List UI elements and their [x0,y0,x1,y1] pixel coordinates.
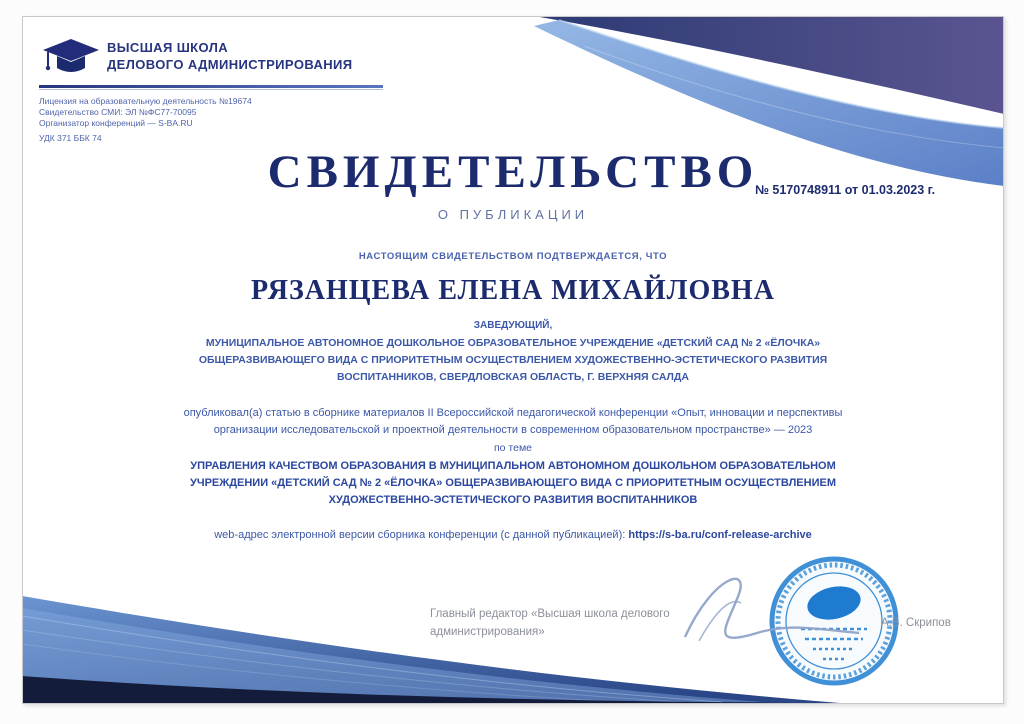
logo-divider [39,85,383,88]
organization-name [107,39,353,73]
org-credentials [39,96,252,129]
theme-line: УПРАВЛЕНИЯ КАЧЕСТВОМ ОБРАЗОВАНИЯ В МУНИЦИПАЛЬНОМ АВТОНОМНОМ ДОШКОЛЬНОМ ОБРАЗОВАТЕЛЬНОМ [190,460,836,472]
theme-line: УЧРЕЖДЕНИИ «ДЕТСКИЙ САД № 2 «ЁЛОЧКА» ОБЩЕРАЗВИВАЮЩЕГО ВИДА С ПРИОРИТЕТНЫМ ОСУЩЕСТВЛЕНИЕМ [190,477,836,489]
web-address-label: web-адрес электронной версии сборника конференции (с данной публикацией): [214,529,626,541]
org-name-line1: ВЫСШАЯ ШКОЛА [107,40,229,55]
license-line: Лицензия на образовательную деятельность №19674 [39,96,252,106]
editor-caption-line2: администрирования» [430,626,545,638]
institution-line: ВОСПИТАННИКОВ, СВЕРДЛОВСКАЯ ОБЛАСТЬ, Г. ВЕРХНЯЯ САЛДА [337,371,689,383]
graduation-cap-icon [41,37,101,83]
web-address-line [23,529,1003,541]
logo-divider-thin [39,89,383,90]
round-seal-icon [772,559,896,683]
signatory-name: А.В. Скрипов [881,617,951,629]
publication-statement [23,405,1003,439]
institution-line: ОБЩЕРАЗВИВАЮЩЕГО ВИДА С ПРИОРИТЕТНЫМ ОСУЩЕСТВЛЕНИЕМ ХУДОЖЕСТВЕННО-ЭСТЕТИЧЕСКОГО РАЗВИТИЯ [198,354,828,366]
recipient-name: РЯЗАНЦЕВА ЕЛЕНА МИХАЙЛОВНА [251,275,775,306]
recipient-position: ЗАВЕДУЮЩИЙ, [473,320,553,331]
theme-label: по теме [493,442,533,454]
udk-line: УДК 371 ББК 74 [39,133,102,143]
editor-caption [430,605,670,641]
certificate-card [22,16,1004,704]
certificate-subtitle: О ПУБЛИКАЦИИ [437,207,589,222]
article-theme-block [23,458,1003,509]
certificate-title: СВИДЕТЕЛЬСТВО [267,146,759,198]
web-address-url: https://s-ba.ru/conf-release-archive [628,529,812,541]
confirmation-line: НАСТОЯЩИМ СВИДЕТЕЛЬСТВОМ ПОДТВЕРЖДАЕТСЯ, ЧТО [358,251,668,262]
institution-line: МУНИЦИПАЛЬНОЕ АВТОНОМНОЕ ДОШКОЛЬНОЕ ОБРАЗОВАТЕЛЬНОЕ УЧРЕЖДЕНИЕ «ДЕТСКИЙ САД № 2 «ЁЛОЧКА» [205,337,821,349]
publication-line: опубликовал(а) статью в сборнике материалов II Всероссийской педагогической конференции «Опыт, инновации и перспективы [183,407,843,419]
organizer-line: Организатор конференций — S-BA.RU [39,118,193,128]
institution-block [23,335,1003,386]
org-name-line2: ДЕЛОВОГО АДМИНИСТРИРОВАНИЯ [107,57,353,72]
theme-line: ХУДОЖЕСТВЕННО-ЭСТЕТИЧЕСКОГО РАЗВИТИЯ ВОСПИТАННИКОВ [328,494,698,506]
certificate-number: № 5170748911 от 01.03.2023 г. [755,183,936,197]
publication-line: организации исследовательской и проектной деятельности в современном образовательном пространстве» — 2023 [213,424,813,436]
seal-and-signature [671,549,911,699]
editor-caption-line1: Главный редактор «Высшая школа делового [430,608,670,620]
smi-line: Свидетельство СМИ: ЭЛ №ФС77-70095 [39,107,197,117]
